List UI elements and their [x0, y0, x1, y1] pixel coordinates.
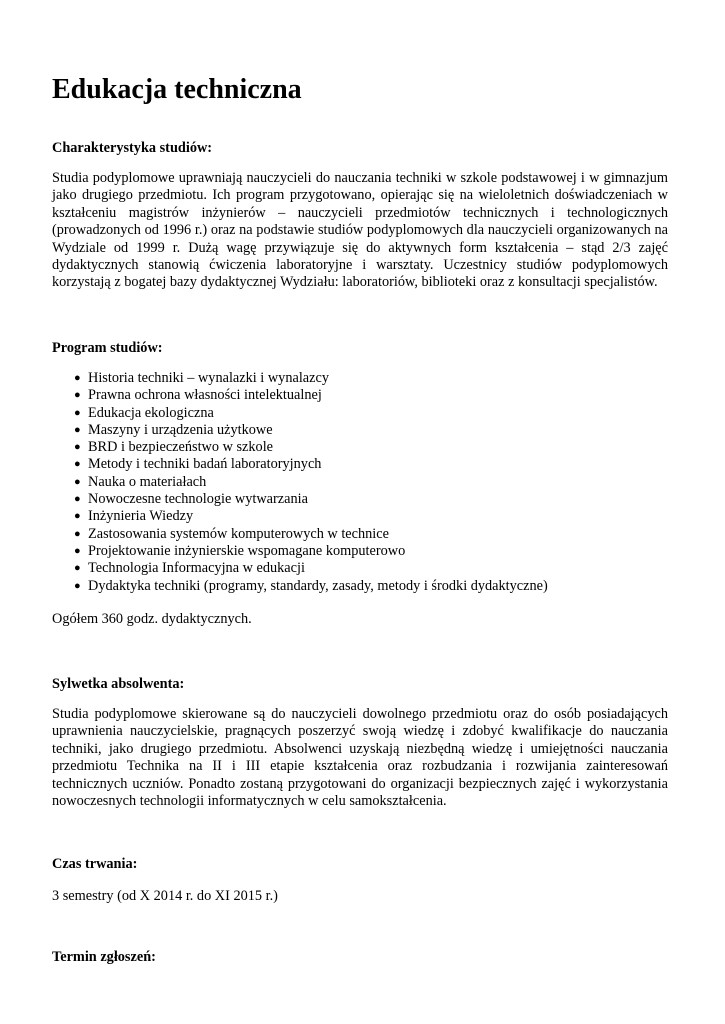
section-heading-charakterystyka: Charakterystyka studiów:: [52, 140, 213, 156]
list-item: ● Nowoczesne technologie wytwarzania: [74, 491, 308, 508]
section-heading-termin: Termin zgłoszeń:: [52, 949, 156, 965]
program-total-hours: Ogółem 360 godz. dydaktycznych.: [52, 611, 252, 627]
duration-text: 3 semestry (od X 2014 r. do XI 2015 r.): [52, 888, 278, 904]
bullet-icon: ●: [74, 493, 81, 506]
bullet-icon: ●: [74, 527, 81, 540]
bullet-icon: ●: [74, 475, 81, 488]
section-heading-sylwetka: Sylwetka absolwenta:: [52, 676, 185, 692]
list-item: ● Zastosowania systemów komputerowych w technice: [74, 525, 389, 542]
list-item: ● Projektowanie inżynierskie wspomagane komputerowo: [74, 542, 406, 559]
bullet-icon: ●: [74, 562, 81, 575]
list-item: ● BRD i bezpieczeństwo w szkole: [74, 439, 274, 456]
program-list: [74, 370, 548, 595]
bullet-icon: ●: [74, 510, 81, 523]
bullet-icon: ●: [74, 423, 81, 436]
list-item: ● Technologia Informacyjna w edukacji: [74, 560, 305, 577]
list-item: ● Historia techniki – wynalazki i wynalazcy: [74, 370, 329, 386]
section-heading-program: Program studiów:: [52, 340, 163, 356]
list-item: ● Edukacja ekologiczna: [74, 404, 214, 421]
bullet-icon: ●: [74, 458, 81, 471]
paragraph-charakterystyka: Studia podyplomowe uprawniają nauczycieli do nauczania techniki w szkole podstawowej i w gimnazjum jako drugiego przedmiotu. Ich program przygotowano, opierając się na wieloletnich doświadczeniach w kształceniu magistrów inżynierów – nauczycieli przedmiotów technicznych i technologicznych (prowadzonych od 1996 r.) oraz na podstawie studiów podyplomowych dla nauczycieli organizowanych na Wydziale od 1999 r. Dużą wagę przywiązuje się do aktywnych form kształcenia – stąd 2/3 zajęć dydaktycznych stanowią ćwiczenia laboratoryjne i warsztaty. Uczestnicy studiów podyplomowych korzystają z bogatej bazy dydaktycznej Wydziału: laboratoriów, biblioteki oraz z konsultacji specjalistów.: [52, 170, 668, 291]
list-item: ● Inżynieria Wiedzy: [74, 508, 194, 525]
list-item: ● Prawna ochrona własności intelektualnej: [74, 387, 322, 404]
bullet-icon: ●: [74, 389, 81, 402]
section-heading-czas: Czas trwania:: [52, 856, 138, 872]
bullet-icon: ●: [74, 372, 81, 384]
bullet-icon: ●: [74, 406, 81, 419]
list-item: ● Nauka o materiałach: [74, 473, 207, 490]
bullet-icon: ●: [74, 441, 81, 454]
list-item: ● Dydaktyka techniki (programy, standardy, zasady, metody i środki dydaktyczne): [74, 577, 548, 594]
list-item: ● Metody i techniki badań laboratoryjnych: [74, 456, 322, 473]
bullet-icon: ●: [74, 579, 81, 592]
bullet-icon: ●: [74, 544, 81, 557]
page-title: Edukacja techniczna: [52, 74, 302, 105]
list-item: ● Maszyny i urządzenia użytkowe: [74, 421, 273, 438]
paragraph-sylwetka: Studia podyplomowe skierowane są do nauczycieli dowolnego przedmiotu oraz do osób posiadających uprawnienia nauczycielskie, pragnących poszerzyć swoją wiedzę i zdobyć kwalifikacje do nauczania techniki, jako drugiego przedmiotu. Absolwenci uzyskają niezbędną wiedzę i umiejętności nauczania przedmiotu Technika na II i III etapie kształcenia oraz rozbudzania i rozwijania zainteresowań technicznych uczniów. Ponadto zostaną przygotowani do organizacji bezpiecznych zajęć i wykorzystania nowoczesnych technologii informatycznych w celu samokształcenia.: [52, 706, 668, 810]
